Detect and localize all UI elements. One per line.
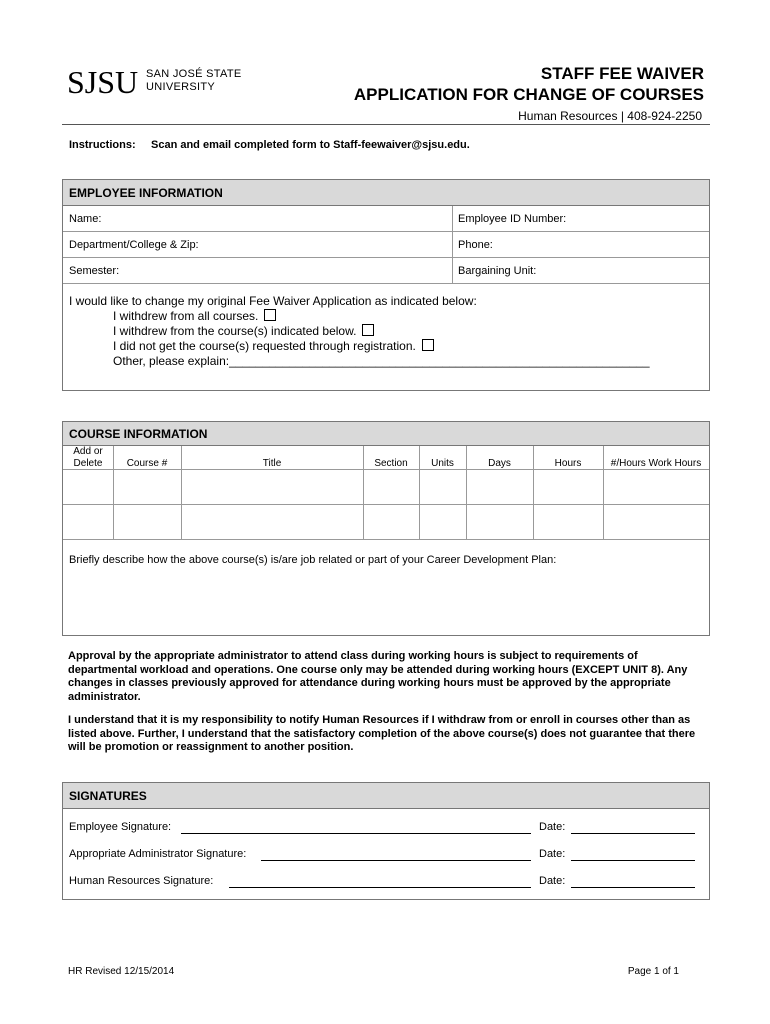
employee-signature-label: Employee Signature: xyxy=(69,821,172,833)
divider xyxy=(452,206,453,283)
instructions-text: Scan and email completed form to Staff-feewaiver@sjsu.edu. xyxy=(151,139,470,151)
hr-signature-line[interactable] xyxy=(229,887,531,888)
withdrew-some-checkbox[interactable] xyxy=(362,324,374,336)
course-row-1[interactable] xyxy=(63,470,709,504)
course-row-2[interactable] xyxy=(63,505,709,539)
col-add-or-delete xyxy=(63,446,113,470)
col-section: Section xyxy=(374,458,408,469)
col-add-line1: Add or xyxy=(73,446,103,457)
administrator-signature-line[interactable] xyxy=(261,860,531,861)
col-course-number: Course # xyxy=(126,458,168,469)
option-not-registered[interactable] xyxy=(113,339,434,354)
employee-information-heading: EMPLOYEE INFORMATION xyxy=(63,180,709,206)
hr-date-line[interactable] xyxy=(571,887,695,888)
logo-line-2: UNIVERSITY xyxy=(146,81,216,93)
col-units: Units xyxy=(431,458,454,469)
signatures-section xyxy=(62,782,710,900)
revision-note: HR Revised 12/15/2014 xyxy=(68,966,175,977)
course-information-heading: COURSE INFORMATION xyxy=(63,422,709,446)
semester-field[interactable]: Semester: xyxy=(69,265,120,277)
administrator-signature-label: Appropriate Administrator Signature: xyxy=(69,848,247,860)
divider xyxy=(63,257,709,258)
hr-date-label: Date: xyxy=(539,875,566,887)
employee-information-section xyxy=(62,179,710,391)
form-title-line-2: APPLICATION FOR CHANGE OF COURSES xyxy=(353,85,704,104)
hr-contact: Human Resources | 408-924-2250 xyxy=(518,109,702,123)
phone-field[interactable]: Phone: xyxy=(458,239,493,251)
divider xyxy=(63,539,709,540)
option-other-explain[interactable]: Other, please explain:_______________________________________________________________ xyxy=(113,354,650,368)
instructions xyxy=(69,138,470,152)
form-title-line-1: STAFF FEE WAIVER xyxy=(540,64,704,83)
signatures-heading: SIGNATURES xyxy=(63,783,709,809)
change-intro: I would like to change my original Fee Waiver Application as indicated below: xyxy=(69,294,477,308)
col-days: Days xyxy=(488,458,511,469)
option-not-registered-label: I did not get the course(s) requested through registration. xyxy=(113,339,416,353)
option-withdrew-all-label: I withdrew from all courses. xyxy=(113,309,259,323)
option-withdrew-some[interactable] xyxy=(113,324,374,339)
approval-notice: Approval by the appropriate administrator to attend class during working hours is subject to requirements of departmental workload and operations. One course only may be attended during working hours (EXCEPT UNIT 8). Any changes in classes previously approved for attendance during working hours must be approved by the appropriate administrator. xyxy=(68,650,688,703)
employee-date-line[interactable] xyxy=(571,833,695,834)
course-information-section xyxy=(62,421,710,636)
divider xyxy=(63,283,709,284)
career-plan-field[interactable] xyxy=(63,572,709,635)
not-registered-checkbox[interactable] xyxy=(422,339,434,351)
logo-line-1: SAN JOSÉ STATE xyxy=(146,68,242,80)
divider xyxy=(63,231,709,232)
hr-signature-label: Human Resources Signature: xyxy=(69,875,214,887)
administrator-date-line[interactable] xyxy=(571,860,695,861)
withdrew-all-checkbox[interactable] xyxy=(264,309,276,321)
administrator-date-label: Date: xyxy=(539,848,566,860)
option-withdrew-some-label: I withdrew from the course(s) indicated below. xyxy=(113,324,357,338)
header-divider xyxy=(62,124,710,125)
col-hours: Hours xyxy=(554,458,582,469)
responsibility-notice: I understand that it is my responsibility to notify Human Resources if I withdraw from or enroll in courses other than as listed above. Further, I understand that the satisfactory completion of the above course(s) does not guarantee that there will be promotion or reassignment to another position. xyxy=(68,714,696,753)
option-withdrew-all[interactable] xyxy=(113,309,276,324)
logo-sjsu: SJSU xyxy=(67,64,139,100)
career-plan-prompt: Briefly describe how the above course(s) is/are job related or part of your Career Development Plan: xyxy=(69,554,557,566)
logo-university-name xyxy=(146,68,241,94)
bargaining-unit-field[interactable]: Bargaining Unit: xyxy=(458,265,537,277)
employee-signature-line[interactable] xyxy=(181,833,531,834)
employee-id-field[interactable]: Employee ID Number: xyxy=(458,213,567,225)
col-work-hours: #/Hours Work Hours xyxy=(610,458,702,469)
employee-date-label: Date: xyxy=(539,821,566,833)
instructions-label: Instructions: xyxy=(69,139,136,151)
name-field[interactable]: Name: xyxy=(69,213,102,225)
page-number: Page 1 of 1 xyxy=(627,966,679,977)
col-title: Title xyxy=(262,458,282,469)
department-field[interactable]: Department/College & Zip: xyxy=(69,239,199,251)
col-add-line2: Delete xyxy=(73,458,103,469)
